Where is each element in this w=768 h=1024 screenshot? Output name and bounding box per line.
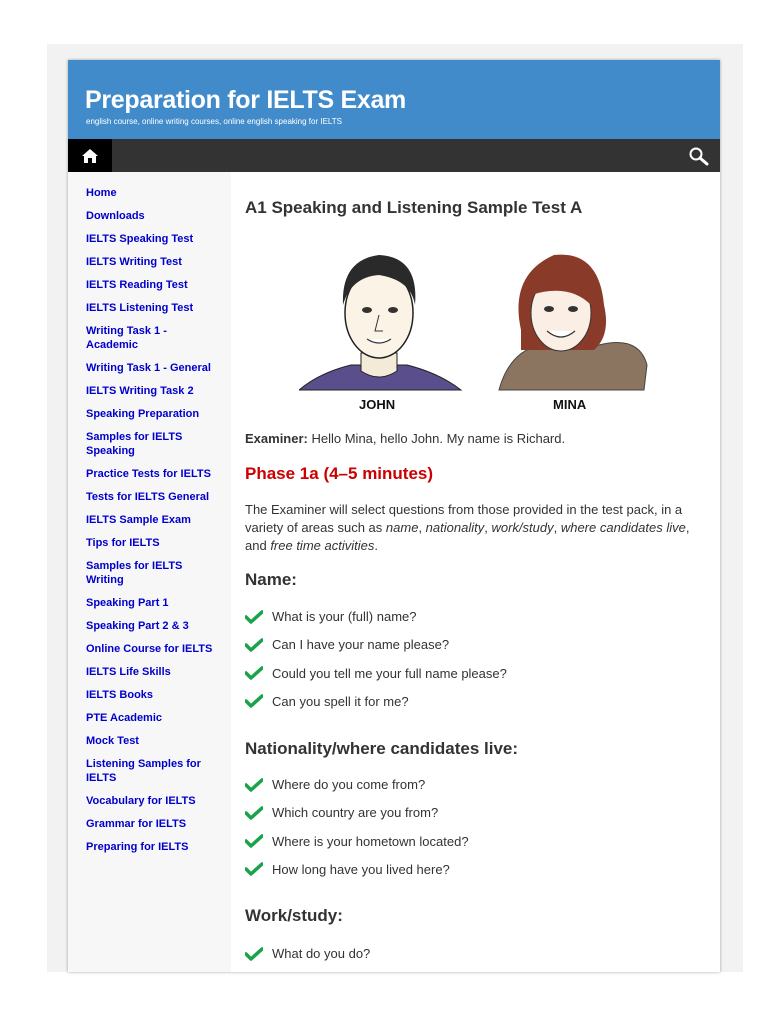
- sidebar-link[interactable]: IELTS Writing Test: [86, 256, 182, 268]
- intro-free-time: free time activities: [270, 538, 375, 553]
- question-item: [245, 637, 449, 652]
- nationality-heading: Nationality/where candidates live:: [245, 739, 519, 758]
- phase-heading: Phase 1a (4–5 minutes): [245, 464, 434, 483]
- sidebar-link[interactable]: IELTS Books: [86, 689, 154, 701]
- sidebar-link[interactable]: Online Course for IELTS: [86, 643, 213, 655]
- intro-text: The Examiner will select questions from those provided in the test pack, in a variety of areas such as: [245, 502, 683, 535]
- question-text: How long have you lived here?: [272, 861, 450, 877]
- sidebar-link[interactable]: Preparing for IELTS: [86, 841, 189, 853]
- question-item: [245, 694, 409, 709]
- check-icon: [245, 638, 263, 652]
- question-text: Can I have your name please?: [272, 637, 450, 653]
- check-icon: [245, 806, 263, 820]
- sidebar-link[interactable]: Tests for IELTS General: [86, 491, 210, 503]
- check-icon: [245, 610, 263, 624]
- work-heading: Work/study:: [245, 906, 343, 925]
- question-text: What do you do?: [272, 946, 371, 961]
- sidebar-link[interactable]: Listening Samples for IELTS: [86, 758, 201, 784]
- site-tagline: english course, online writing courses, online english speaking for IELTS: [86, 117, 342, 126]
- mina-caption: MINA: [553, 397, 587, 412]
- question-item: [245, 946, 370, 961]
- sidebar-link[interactable]: Samples for IELTS Speaking: [86, 431, 183, 457]
- sidebar-link[interactable]: Vocabulary for IELTS: [86, 795, 196, 807]
- question-text: Where is your hometown located?: [272, 833, 469, 849]
- search-button[interactable]: [688, 146, 710, 166]
- question-item: [245, 862, 450, 877]
- question-item: [245, 805, 438, 820]
- question-text: Where do you come from?: [272, 777, 426, 792]
- question-item: [245, 666, 507, 681]
- question-item: [245, 777, 425, 792]
- intro-where: where candidates live: [560, 520, 686, 535]
- examiner-line: [245, 431, 565, 446]
- intro-sep: ,: [553, 520, 561, 535]
- sidebar-link[interactable]: Downloads: [86, 210, 145, 222]
- sidebar-link[interactable]: Tips for IELTS: [86, 537, 160, 549]
- sidebar-link[interactable]: IELTS Sample Exam: [86, 514, 191, 526]
- site-header: [68, 60, 720, 139]
- sidebar-link[interactable]: Practice Tests for IELTS: [86, 468, 211, 480]
- question-text: Which country are you from?: [272, 805, 439, 821]
- intro-nationality: nationality: [425, 520, 485, 535]
- examiner-label: Examiner:: [245, 431, 308, 446]
- sidebar-link[interactable]: IELTS Life Skills: [86, 666, 171, 678]
- sidebar-link[interactable]: Samples for IELTS Writing: [86, 560, 183, 586]
- page-container: [68, 60, 720, 972]
- sidebar-link[interactable]: IELTS Reading Test: [86, 279, 188, 291]
- sidebar-link[interactable]: Mock Test: [86, 735, 139, 747]
- sidebar-link[interactable]: Writing Task 1 - General: [86, 362, 211, 374]
- question-text: Can you spell it for me?: [272, 693, 409, 709]
- check-icon: [245, 666, 263, 680]
- sidebar-link[interactable]: IELTS Speaking Test: [86, 233, 194, 245]
- speakers-illustration: [299, 235, 659, 417]
- examiner-text: Hello Mina, hello John. My name is Richard.: [307, 431, 566, 446]
- question-text: What is your (full) name?: [272, 609, 417, 624]
- name-heading: Name:: [245, 570, 297, 589]
- mina-illustration: [499, 255, 647, 390]
- navbar: [68, 139, 720, 172]
- intro-sep: ,: [418, 520, 426, 535]
- intro-sep: , and: [245, 520, 690, 553]
- home-button[interactable]: [68, 139, 112, 172]
- home-icon: [81, 148, 99, 164]
- sidebar-link[interactable]: PTE Academic: [86, 712, 163, 724]
- question-item: [245, 834, 469, 849]
- check-icon: [245, 778, 263, 792]
- sidebar-menu: [68, 172, 231, 854]
- intro-paragraph: [245, 501, 700, 555]
- intro-work: work/study: [491, 520, 554, 535]
- intro-end: .: [374, 538, 378, 553]
- site-title[interactable]: Preparation for IELTS Exam: [85, 86, 406, 114]
- check-icon: [245, 834, 263, 848]
- sidebar-link[interactable]: IELTS Listening Test: [86, 302, 194, 314]
- check-icon: [245, 694, 263, 708]
- question-text: Could you tell me your full name please?: [272, 665, 507, 681]
- sidebar: [68, 172, 231, 972]
- search-icon: [688, 146, 710, 166]
- sidebar-link[interactable]: Speaking Part 2 & 3: [86, 620, 189, 632]
- post-title: A1 Speaking and Listening Sample Test A: [245, 198, 583, 217]
- sidebar-link[interactable]: IELTS Writing Task 2: [86, 385, 194, 397]
- sidebar-link[interactable]: Speaking Part 1: [86, 597, 169, 609]
- check-icon: [245, 947, 263, 961]
- check-icon: [245, 862, 263, 876]
- john-caption: JOHN: [359, 397, 396, 412]
- sidebar-link[interactable]: Grammar for IELTS: [86, 818, 187, 830]
- intro-sep: ,: [484, 520, 492, 535]
- sidebar-link[interactable]: Speaking Preparation: [86, 408, 200, 420]
- question-item: [245, 609, 417, 624]
- intro-name: name: [385, 520, 419, 535]
- sidebar-link[interactable]: Writing Task 1 - Academic: [86, 325, 167, 351]
- sidebar-link[interactable]: Home: [86, 187, 117, 199]
- john-illustration: [299, 255, 461, 390]
